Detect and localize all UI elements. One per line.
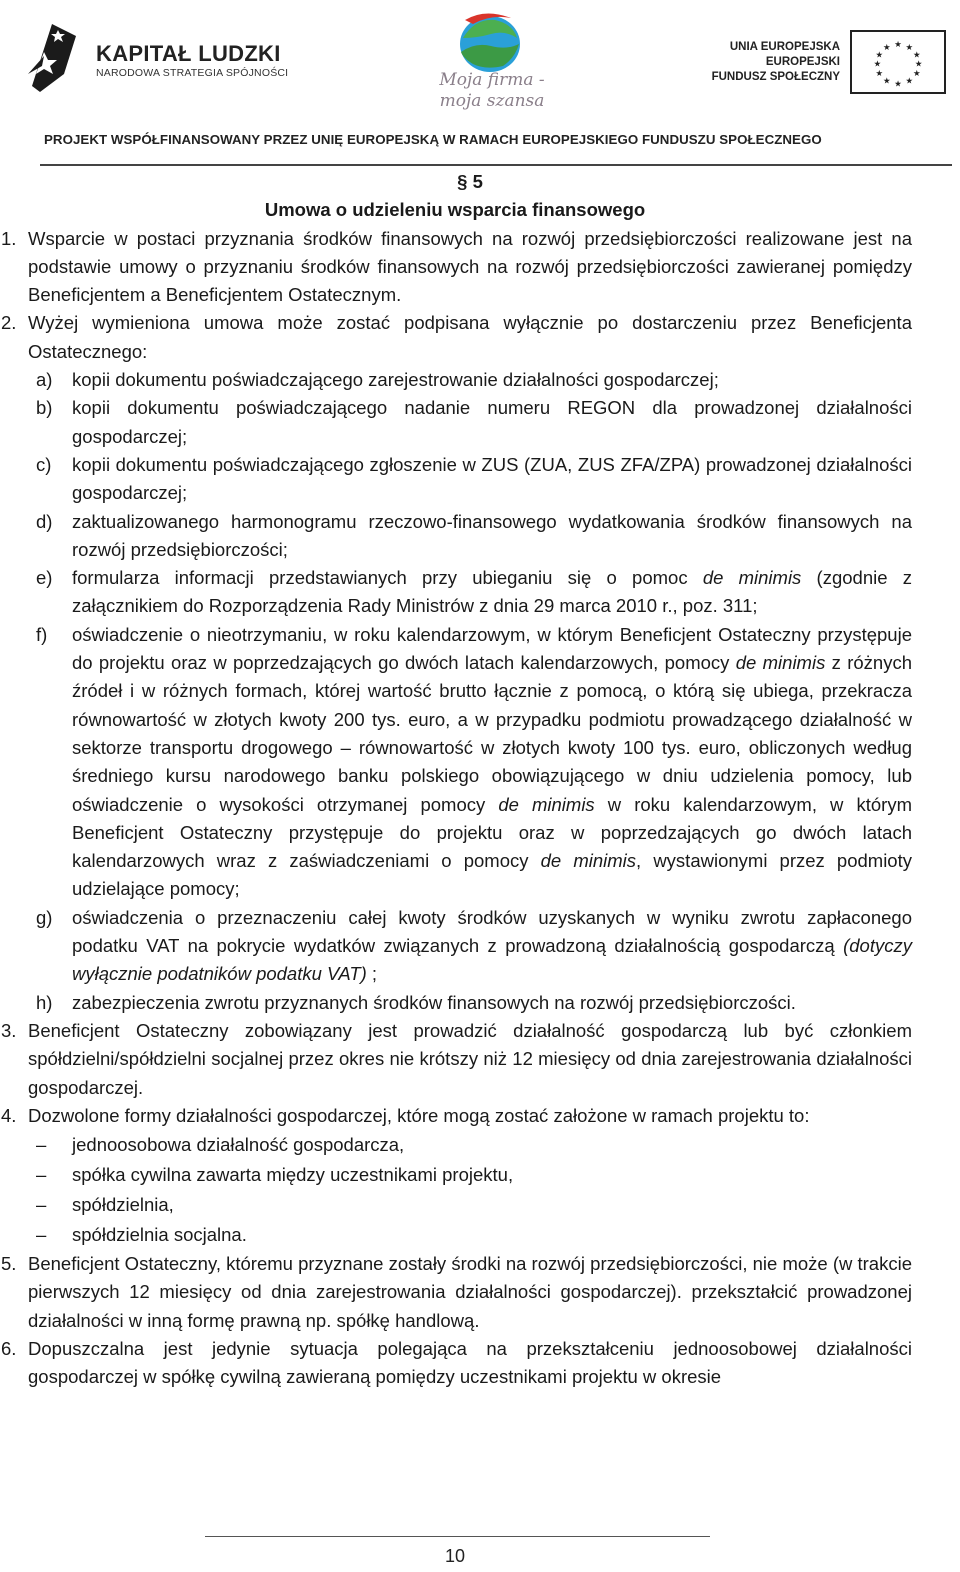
item-text-part: (zgodnie z załącznikiem do Rozporządzenia Rady Ministrów z dnia 29 marca 2010 r., poz. 311; [72, 567, 912, 617]
item-text-italic: (dotyczy wyłącznie podatników podatku VAT) [72, 935, 912, 985]
svg-text:★: ★ [882, 75, 891, 86]
paragraph-text: Dopuszczalna jest jedynie sytuacja polegająca na przekształceniu jednoosobowej działalności gospodarczej w spółkę cywilną zawieraną pomiędzy uczestnikami projektu w okresie [28, 1337, 912, 1388]
dash-item-text: jednoosobowa działalność gospodarcza, [72, 1134, 405, 1156]
item-letter: c) [36, 453, 52, 475]
item-text-part: z różnych źródeł i w różnych formach, której wartość brutto łącznie z pomocą, o którą się ubiega, przekracza równowartość w złotych kwoty 200 tys. euro, a w przypadku podmiotu prowadzącego działalność w sektorze transportu drogowego – równowartość w złotych kwoty 100 tys. euro, obliczonych według średniego kursu narodowego banku polskiego obowiązującego w dniu udzielenia pomocy, lub oświadczenie o wysokości otrzymanej pomocy [72, 652, 912, 815]
cofinancing-banner: PROJEKT WSPÓŁFINANSOWANY PRZEZ UNIĘ EUROPEJSKĄ W RAMACH EUROPEJSKIEGO FUNDUSZU SPOŁECZNEGO [44, 132, 822, 147]
dash-bullet: – [36, 1164, 47, 1186]
item-text-part: oświadczenie o nieotrzymaniu, w roku kalendarzowym, w którym Beneficjent Ostateczny przystępuje do projektu oraz w poprzedzających go dwóch latach kalendarzowych, pomocy [72, 623, 912, 674]
list-item-b [0, 394, 912, 451]
svg-text:★: ★ [894, 78, 902, 89]
dash-item-text: spółdzielnia, [72, 1194, 174, 1216]
kl-subtitle: NARODOWA STRATEGIA SPÓJNOŚCI [96, 67, 289, 79]
item-text-part: ; [366, 963, 378, 985]
svg-text:★: ★ [905, 75, 914, 86]
svg-text:★: ★ [873, 58, 882, 69]
paragraph-number: 6. [1, 1337, 17, 1359]
list-item-a [0, 366, 912, 394]
list-item-e [0, 564, 912, 621]
list-item-c [0, 451, 912, 508]
paragraph-1 [0, 225, 912, 310]
ue-line3: FUNDUSZ SPOŁECZNY [711, 71, 840, 83]
dash-item-1 [0, 1130, 912, 1160]
kl-title: KAPITAŁ LUDZKI [96, 41, 281, 66]
list-item-d [0, 508, 912, 565]
svg-text:★: ★ [894, 39, 902, 49]
paragraph-text: Beneficjent Ostateczny zobowiązany jest prowadzić działalność gospodarczą lub być członkiem spółdzielni/spółdzielni socjalnej przez okres nie krótszy niż 12 miesięcy od dnia zarejestrowania działalności gospodarczej. [28, 1019, 912, 1098]
item-text-part: w roku kalendarzowym, w którym Beneficjent Ostateczny przystępuje do projektu oraz w poprzedzających go dwóch latach kalendarzowych wraz z zaświadczeniami o pomocy [72, 793, 912, 872]
item-letter: b) [36, 397, 53, 419]
dash-item-2 [0, 1160, 912, 1190]
dash-bullet: – [36, 1224, 47, 1246]
item-letter: e) [36, 567, 53, 589]
svg-text:★: ★ [875, 49, 884, 60]
section-title: Umowa o udzieleniu wsparcia finansowego [264, 199, 646, 221]
dash-item-4 [0, 1220, 912, 1250]
ue-wordmark [700, 40, 840, 85]
item-letter: f) [36, 623, 48, 645]
document-body [0, 168, 960, 1392]
paragraph-5 [0, 1250, 912, 1335]
paragraph-number: 3. [1, 1019, 17, 1041]
svg-text:★: ★ [905, 41, 914, 52]
svg-text:★: ★ [882, 41, 891, 52]
item-text: zabezpieczenia zwrotu przyznanych środków finansowych na rozwój przedsiębiorczości. [72, 991, 796, 1013]
kapital-ludzki-logo [22, 16, 84, 96]
paragraph-number: 1. [1, 227, 17, 249]
paragraph-text: Beneficjent Ostateczny, któremu przyznane zostały środki na rozwój przedsiębiorczości, nie może (w trakcie pierwszych 12 miesięcy od dnia zarejestrowania działalności gospodarczej). przekształcić prowadzonej działalności w inną formę prawną np. spółkę handlową. [28, 1253, 912, 1331]
item-text: kopii dokumentu poświadczającego nadanie numeru REGON dla prowadzonej działalności gospodarczej; [72, 397, 912, 447]
page-header [0, 0, 960, 175]
kapital-ludzki-wordmark [96, 42, 288, 80]
item-text-part: , wystawionymi przez podmioty udzielające pomocy; [72, 850, 912, 900]
dash-item-text: spółdzielnia socjalna. [72, 1224, 247, 1246]
dash-bullet: – [36, 1134, 47, 1156]
page-number: 10 [444, 1546, 466, 1566]
svg-text:★: ★ [912, 68, 921, 79]
list-item-g [0, 904, 912, 989]
item-letter: g) [36, 906, 53, 928]
moja-firma-globe-logo [455, 8, 525, 74]
paragraph-number: 4. [1, 1104, 17, 1126]
list-item-h [0, 989, 912, 1017]
item-text-part: oświadczenia o przeznaczeniu całej kwoty środków uzyskanych w wyniku zwrotu zapłaconego podatku VAT na pokrycie wydatków związanych z prowadzoną działalnością gospodarczą [72, 906, 912, 957]
paragraph-number: 5. [1, 1253, 17, 1275]
item-letter: h) [36, 991, 53, 1013]
dash-bullet: – [36, 1194, 47, 1216]
item-text-italic: de minimis [498, 793, 595, 815]
paragraph-text: Dozwolone formy działalności gospodarczej, które mogą zostać założone w ramach projektu to: [28, 1104, 810, 1126]
header-divider [40, 164, 952, 166]
eu-flag-logo [850, 30, 946, 94]
item-text-italic: de minimis [702, 567, 802, 589]
item-text: kopii dokumentu poświadczającego zarejestrowanie działalności gospodarczej; [72, 369, 719, 391]
paragraph-text: Wyżej wymieniona umowa może zostać podpisana wyłącznie po dostarczeniu przez Beneficjenta Ostatecznego: [28, 312, 912, 362]
item-text-part: formularza informacji przedstawianych przy ubieganiu się o pomoc [72, 567, 703, 589]
mf-line1: Moja firma - [439, 70, 545, 90]
item-text-italic: de minimis [540, 850, 637, 872]
paragraph-number: 2. [1, 312, 17, 334]
svg-text:★: ★ [914, 58, 923, 69]
footer-divider [205, 1536, 710, 1537]
paragraph-4 [0, 1102, 912, 1130]
section-number: § 5 [457, 171, 483, 192]
moja-firma-wordmark [432, 70, 552, 112]
dash-item-text: spółka cywilna zawarta między uczestnikami projektu, [72, 1164, 514, 1186]
ue-line1: UNIA EUROPEJSKA [729, 41, 840, 53]
list-item-f [0, 621, 912, 904]
paragraph-text: Wsparcie w postaci przyznania środków finansowych na rozwój przedsiębiorczości realizowane jest na podstawie umowy o przyznaniu środków finansowych na rozwój przedsiębiorczości zawieranej pomiędzy Beneficjentem a Beneficjentem Ostatecznym. [28, 227, 912, 306]
svg-text:★: ★ [912, 49, 921, 60]
paragraph-6 [0, 1335, 912, 1392]
item-text-italic: de minimis [735, 652, 826, 674]
ue-line2: EUROPEJSKI [765, 56, 840, 68]
item-text: kopii dokumentu poświadczającego zgłoszenie w ZUS (ZUA, ZUS ZFA/ZPA) prowadzonej działalności gospodarczej; [72, 453, 912, 504]
item-letter: d) [36, 510, 53, 532]
svg-text:★: ★ [875, 68, 884, 79]
mf-line2: moja szansa [439, 91, 545, 111]
item-text: zaktualizowanego harmonogramu rzeczowo-finansowego wydatkowania środków finansowych na rozwój przedsiębiorczości; [72, 510, 912, 560]
paragraph-3 [0, 1017, 912, 1102]
paragraph-2 [0, 309, 912, 366]
item-letter: a) [36, 369, 53, 391]
dash-item-3 [0, 1190, 912, 1220]
